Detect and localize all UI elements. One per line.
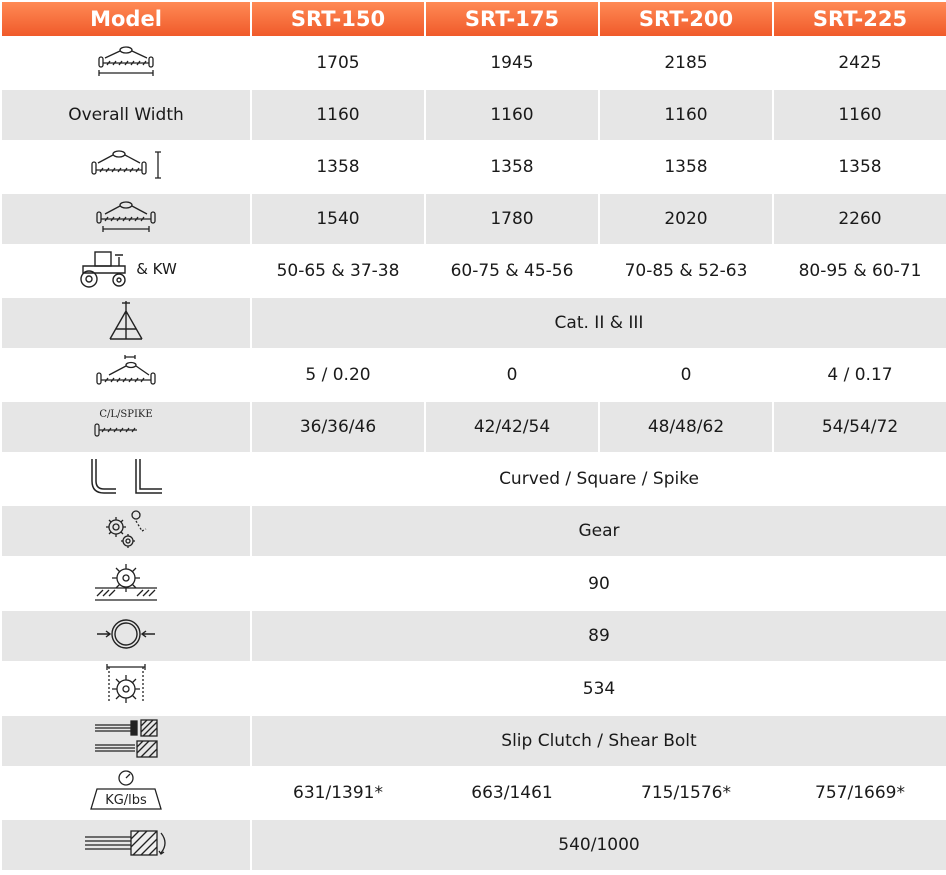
row-icon-cell bbox=[1, 557, 251, 610]
row-icon-cell bbox=[1, 453, 251, 505]
table-row bbox=[1, 349, 946, 401]
row-icon-cell bbox=[1, 297, 251, 349]
table-row bbox=[1, 89, 946, 141]
table-row bbox=[1, 193, 946, 245]
value-cell: 663/1461 bbox=[425, 767, 599, 819]
value-cell: 1160 bbox=[599, 89, 773, 141]
tractor-icon-group bbox=[75, 249, 177, 289]
model-srt-200: SRT-200 bbox=[599, 1, 773, 37]
model-srt-175: SRT-175 bbox=[425, 1, 599, 37]
value-cell: 60-75 & 45-56 bbox=[425, 245, 599, 297]
row-icon-cell bbox=[1, 662, 251, 715]
value-cell: 715/1576* bbox=[599, 767, 773, 819]
span-value-cell: Gear bbox=[251, 505, 946, 557]
value-cell: 1160 bbox=[773, 89, 946, 141]
pto-speed-icon bbox=[81, 823, 171, 863]
value-cell: 631/1391* bbox=[251, 767, 425, 819]
blade-type-icon bbox=[86, 457, 166, 497]
rotor-diameter-icon bbox=[101, 663, 151, 709]
row-icon-cell bbox=[1, 715, 251, 767]
three-point-hitch-icon bbox=[104, 299, 148, 343]
value-cell: 2425 bbox=[773, 37, 946, 89]
value-cell: 1358 bbox=[425, 141, 599, 193]
overall-height-icon bbox=[86, 148, 166, 182]
overall-length-icon bbox=[95, 45, 157, 77]
table-row bbox=[1, 662, 946, 715]
value-cell: 1358 bbox=[251, 141, 425, 193]
table-row bbox=[1, 37, 946, 89]
row-icon-cell bbox=[1, 610, 251, 662]
value-cell: 1358 bbox=[599, 141, 773, 193]
table-row bbox=[1, 610, 946, 662]
row-icon-cell bbox=[1, 245, 251, 297]
value-cell: 48/48/62 bbox=[599, 401, 773, 453]
table-row bbox=[1, 401, 946, 453]
table-row bbox=[1, 245, 946, 297]
row-icon-cell bbox=[1, 37, 251, 89]
span-value-cell: Slip Clutch / Shear Bolt bbox=[251, 715, 946, 767]
value-cell: 1705 bbox=[251, 37, 425, 89]
svg-text:C/L/SPIKE: C/L/SPIKE bbox=[99, 408, 153, 420]
span-value-cell: Curved / Square / Spike bbox=[251, 453, 946, 505]
table-row bbox=[1, 715, 946, 767]
table-row bbox=[1, 141, 946, 193]
offset-icon bbox=[93, 355, 159, 391]
table-row bbox=[1, 505, 946, 557]
table-row bbox=[1, 767, 946, 819]
span-value-cell: 90 bbox=[251, 557, 946, 610]
span-value-cell: Cat. II & III bbox=[251, 297, 946, 349]
row-icon-cell bbox=[1, 401, 251, 453]
tractor-icon-text: & KW bbox=[136, 259, 177, 278]
value-cell: 0 bbox=[425, 349, 599, 401]
value-cell: 80-95 & 60-71 bbox=[773, 245, 946, 297]
header-row bbox=[1, 1, 946, 37]
value-cell: 757/1669* bbox=[773, 767, 946, 819]
value-cell: 0 bbox=[599, 349, 773, 401]
working-width-icon bbox=[93, 200, 159, 234]
table-row bbox=[1, 557, 946, 610]
value-cell: 2185 bbox=[599, 37, 773, 89]
value-cell: 54/54/72 bbox=[773, 401, 946, 453]
value-cell: 1160 bbox=[425, 89, 599, 141]
row-icon-cell bbox=[1, 193, 251, 245]
model-header: Model bbox=[1, 1, 251, 37]
weight-icon bbox=[83, 769, 169, 813]
value-cell: 42/42/54 bbox=[425, 401, 599, 453]
value-cell: 4 / 0.17 bbox=[773, 349, 946, 401]
value-cell: 1160 bbox=[251, 89, 425, 141]
blades-icon bbox=[87, 406, 165, 444]
tractor-icon bbox=[75, 249, 133, 289]
model-srt-225: SRT-225 bbox=[773, 1, 946, 37]
row-icon-cell bbox=[1, 767, 251, 819]
working-depth-icon bbox=[93, 558, 159, 604]
value-cell: 1780 bbox=[425, 193, 599, 245]
table-row bbox=[1, 819, 946, 871]
value-cell: 1945 bbox=[425, 37, 599, 89]
value-cell: 50-65 & 37-38 bbox=[251, 245, 425, 297]
value-cell: 36/36/46 bbox=[251, 401, 425, 453]
value-cell: 1358 bbox=[773, 141, 946, 193]
span-value-cell: 534 bbox=[251, 662, 946, 715]
driveline-icon bbox=[91, 717, 161, 761]
gearbox-icon bbox=[102, 507, 150, 551]
value-cell: 70-85 & 52-63 bbox=[599, 245, 773, 297]
value-cell: 1540 bbox=[251, 193, 425, 245]
svg-text:KG/lbs: KG/lbs bbox=[105, 792, 147, 808]
tube-diameter-icon bbox=[93, 614, 159, 654]
span-value-cell: 89 bbox=[251, 610, 946, 662]
row-icon-cell bbox=[1, 505, 251, 557]
value-cell: 2260 bbox=[773, 193, 946, 245]
value-cell: 2020 bbox=[599, 193, 773, 245]
row-icon-cell bbox=[1, 141, 251, 193]
span-value-cell: 540/1000 bbox=[251, 819, 946, 871]
row-icon-cell bbox=[1, 819, 251, 871]
value-cell: 5 / 0.20 bbox=[251, 349, 425, 401]
table-row bbox=[1, 453, 946, 505]
table-row bbox=[1, 297, 946, 349]
row-icon-cell bbox=[1, 349, 251, 401]
model-srt-150: SRT-150 bbox=[251, 1, 425, 37]
row-label: Overall Width bbox=[1, 89, 251, 141]
